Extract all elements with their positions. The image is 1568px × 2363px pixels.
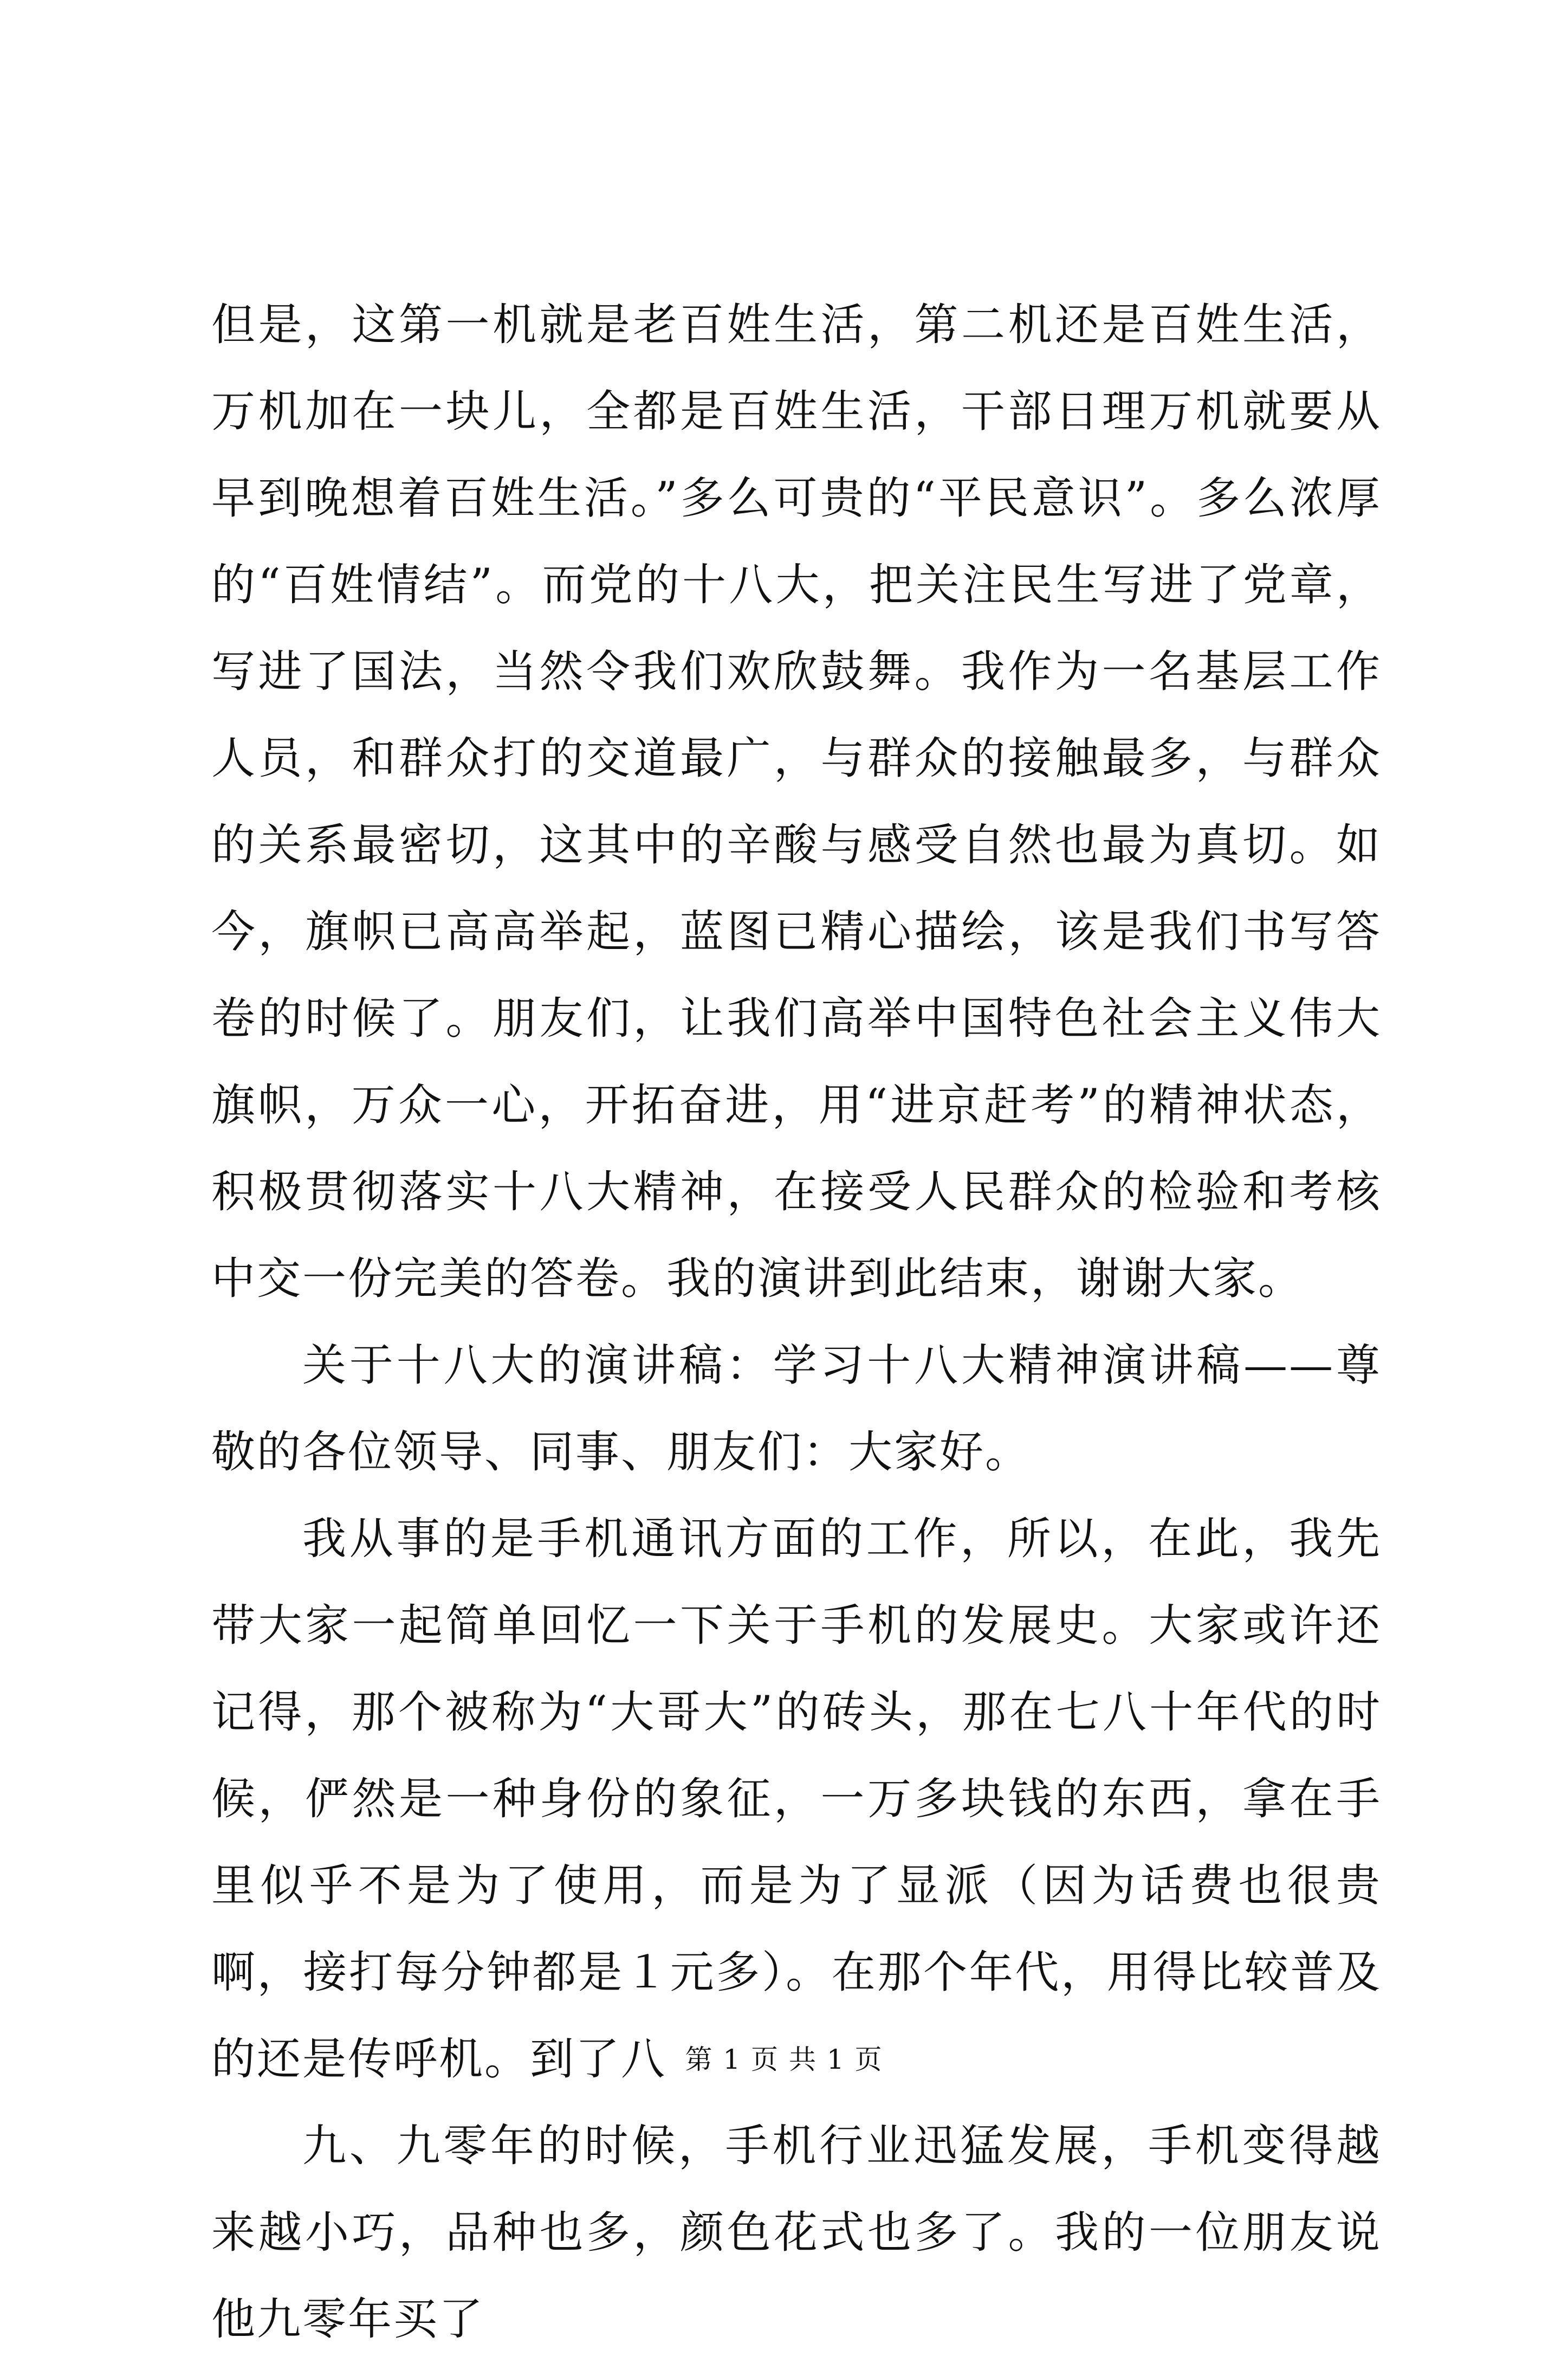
page-footer: 第 1 页 共 1 页 [685, 2044, 883, 2075]
paragraph-closing-speech: 但是，这第一机就是老百姓生活，第二机还是百姓生活，万机加在一块儿，全都是百姓生活，干部日理万机就要从早到晚想着百姓生活。”多么可贵的“平民意识”。多么浓厚的“百姓情结”。而党的十八大，把关注民生写进了党章，写进了国法，当然令我们欢欣鼓舞。我作为一名基层工作人员，和群众打的交道最广，与群众的接触最多，与群众的关系最密切，这其中的辛酸与感受自然也最为真切。如今，旗帜已高高举起，蓝图已精心描绘，该是我们书写答卷的时候了。朋友们，让我们高举中国特色社会主义伟大旗帜，万众一心，开拓奋进，用“进京赶考”的精神状态，积极贯彻落实十八大精神，在接受人民群众的检验和考核中交一份完美的答卷。我的演讲到此结束，谢谢大家。 [211, 300, 1382, 1305]
paragraph-mobile-history: 我从事的是手机通讯方面的工作，所以，在此，我先带大家一起简单回忆一下关于手机的发展史。大家或许还记得，那个被称为“大哥大”的砖头，那在七八十年代的时候，俨然是一种身份的象征，一万多块钱的东西，拿在手里似乎不是为了使用，而是为了显派（因为话费也很贵啊，接打每分钟都是１元多）。在那个年代，用得比较普及的还是传呼机。到了八 [211, 1514, 1382, 2085]
paragraph-nineties: 九、九零年的时候，手机行业迅猛发展，手机变得越来越小巧，品种也多，颜色花式也多了。我的一位朋友说他九零年买了 [211, 2121, 1382, 2345]
paragraph-speech-title: 关于十八大的演讲稿：学习十八大精神演讲稿——尊敬的各位领导、同事、朋友们：大家好。 [211, 1340, 1382, 1478]
